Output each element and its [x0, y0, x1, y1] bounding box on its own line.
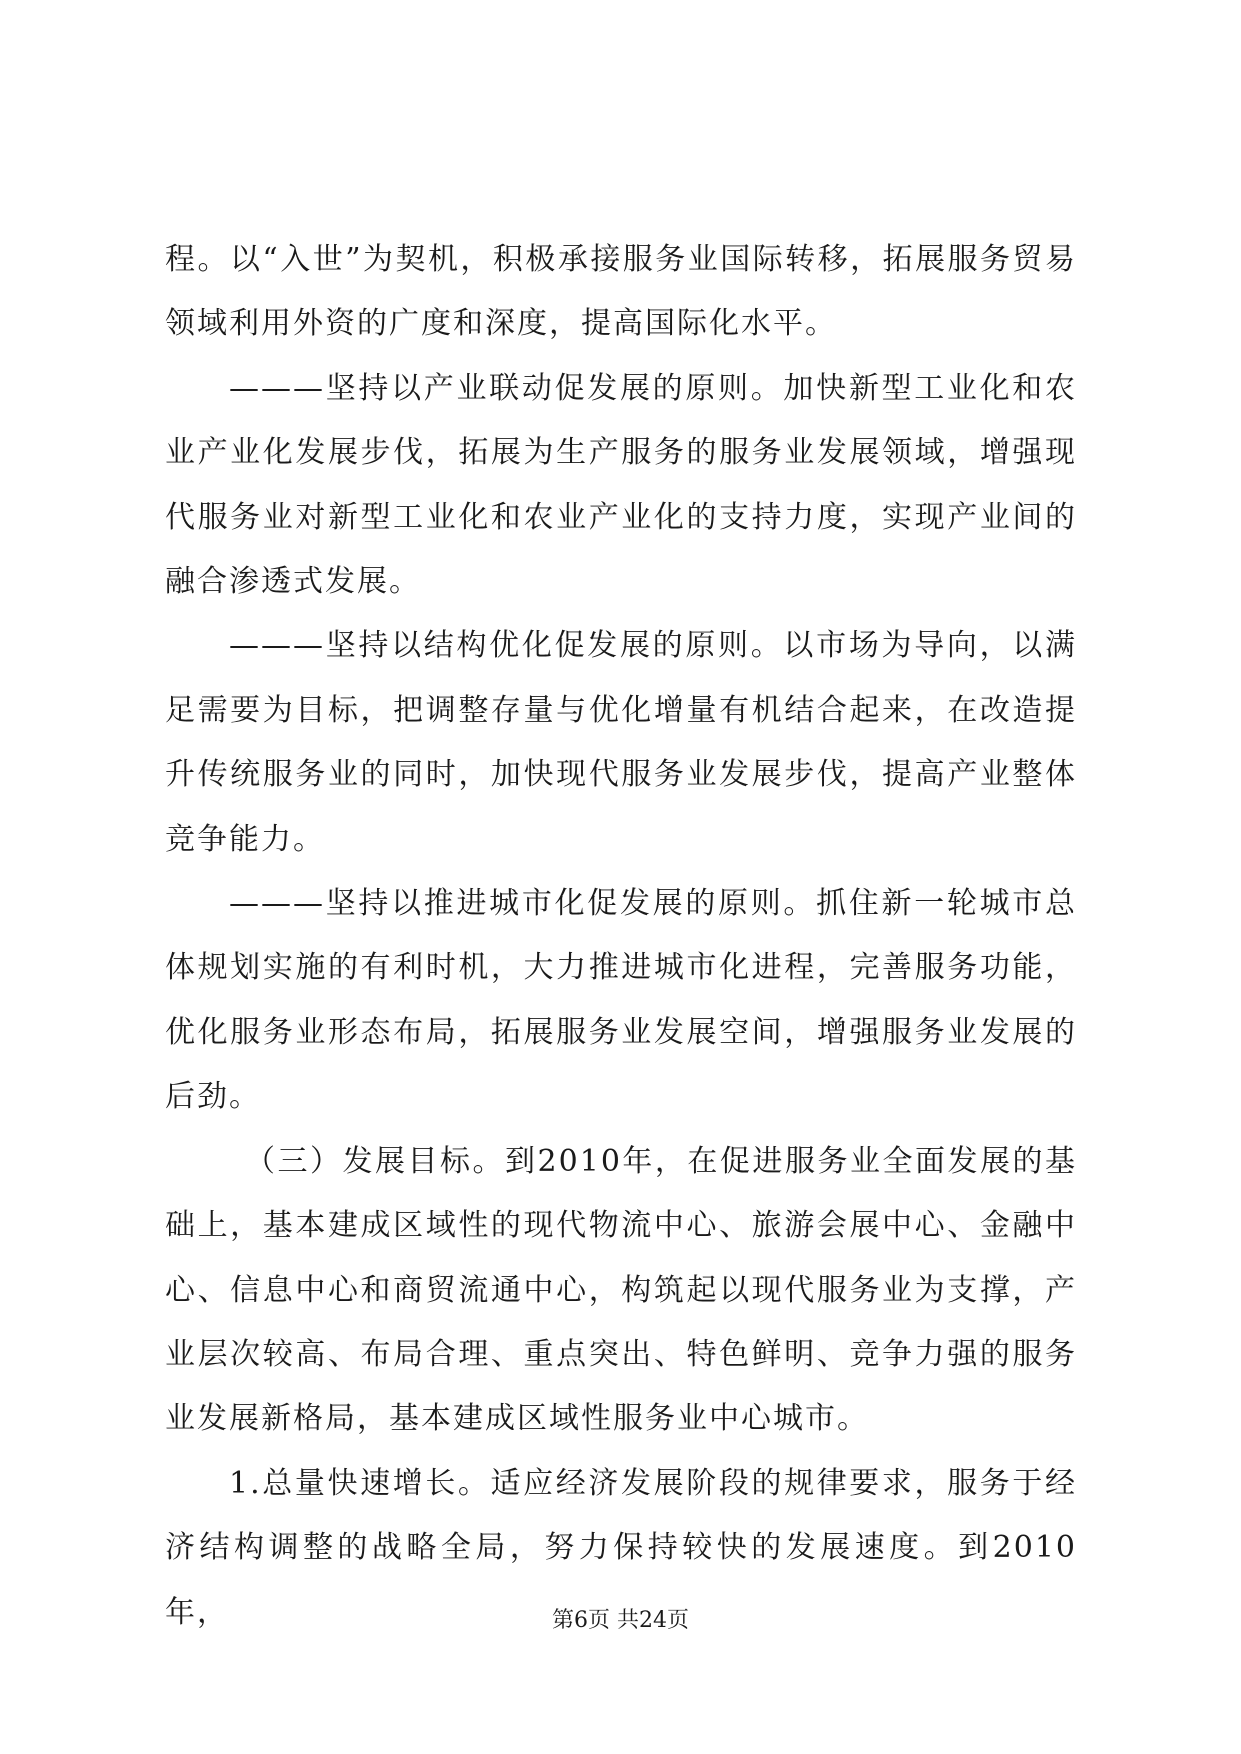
- document-body: [165, 228, 1077, 1645]
- paragraph-principle-structure-optimization: ———坚持以结构优化促发展的原则。以市场为导向，以满足需要为目标，把调整存量与优化增量有机结合起来，在改造提升传统服务业的同时，加快现代服务业发展步伐，提高产业整体竞争能力。: [165, 628, 1077, 857]
- paragraph-total-growth: 1.总量快速增长。适应经济发展阶段的规律要求，服务于经济结构调整的战略全局，努力保持较快的发展速度。到2010年，: [165, 1465, 1077, 1630]
- paragraph-principle-industry-linkage: ———坚持以产业联动促发展的原则。加快新型工业化和农业产业化发展步伐，拓展为生产服务的服务业发展领域，增强现代服务业对新型工业化和农业产业化的支持力度，实现产业间的融合渗透式发展。: [165, 370, 1077, 600]
- page-footer: 第6页 共24页: [552, 1608, 689, 1633]
- paragraph-continuation: 程。以“入世”为契机，积极承接服务业国际转移，拓展服务贸易领域利用外资的广度和深度，提高国际化水平。: [165, 242, 1077, 342]
- paragraph-principle-urbanization: ———坚持以推进城市化促发展的原则。抓住新一轮城市总体规划实施的有利时机，大力推进城市化进程，完善服务功能，优化服务业形态布局，拓展服务业发展空间，增强服务业发展的后劲。: [165, 886, 1077, 1115]
- paragraph-development-goals: （三）发展目标。到2010年，在促进服务业全面发展的基础上，基本建成区域性的现代物流中心、旅游会展中心、金融中心、信息中心和商贸流通中心，构筑起以现代服务业为支撑，产业层次较高、布局合理、重点突出、特色鲜明、竞争力强的服务业发展新格局，基本建成区域性服务业中心城市。: [165, 1143, 1077, 1437]
